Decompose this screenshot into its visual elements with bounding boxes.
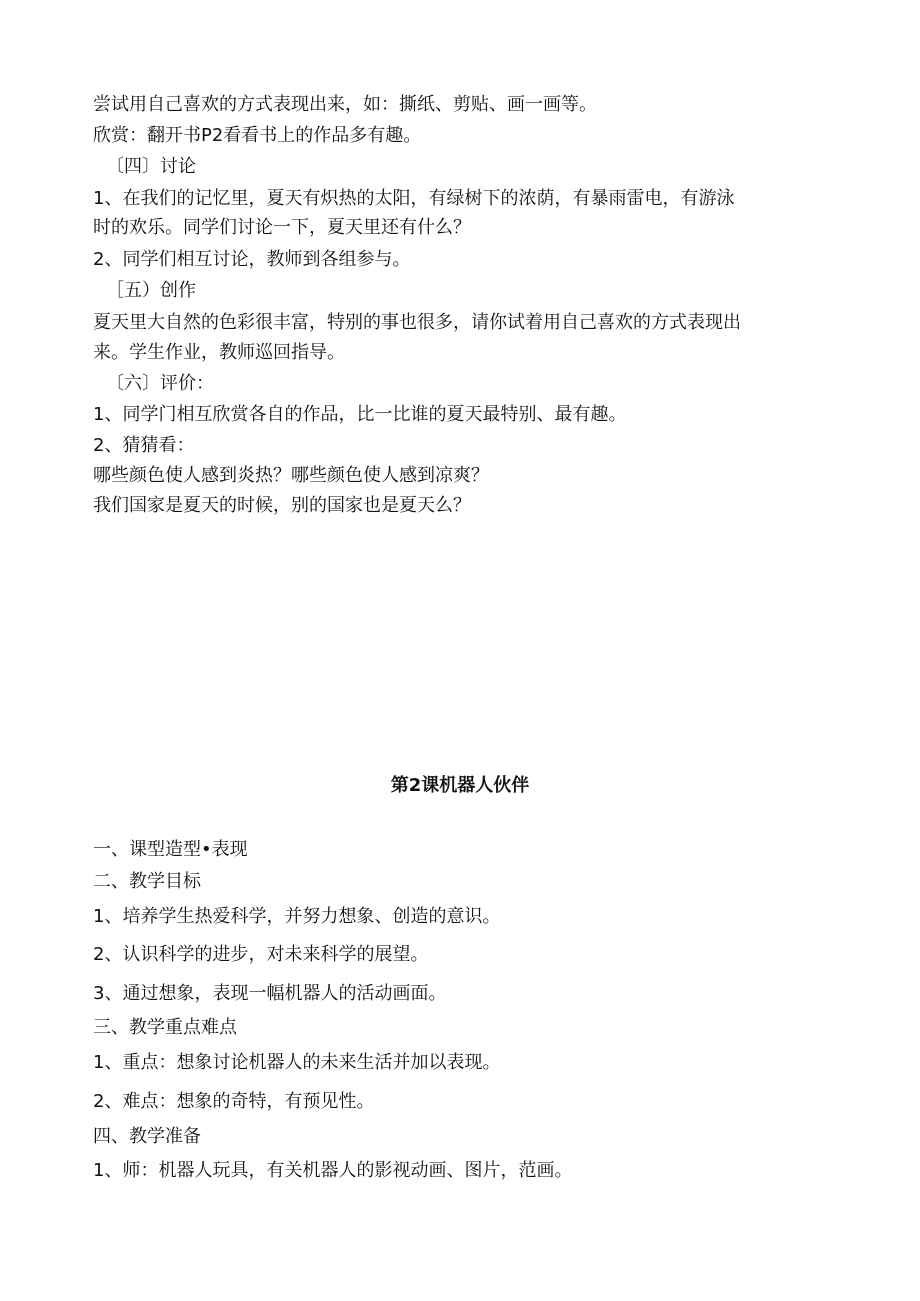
text-line: 2、同学们相互讨论，教师到各组参与。 [93,249,411,270]
text-line: 尝试用自己喜欢的方式表现出来，如：撕纸、剪贴、画一画等。 [93,94,597,115]
text-line: 时的欢乐。同学们讨论一下，夏天里还有什么？ [93,217,471,238]
text-line: 1、培养学生热爱科学，并努力想象、创造的意识。 [93,906,501,927]
text-line: 1、在我们的记忆里，夏天有炽热的太阳，有绿树下的浓荫，有暴雨雷电，有游泳 [93,188,735,209]
text-line: 欣赏：翻开书P2看看书上的作品多有趣。 [93,125,422,146]
text-line: 2、认识科学的进步，对未来科学的展望。 [93,944,429,965]
section-heading: 〔六〕评价： [106,373,214,394]
text-line: 2、难点：想象的奇特，有预见性。 [93,1091,375,1112]
text-line: 二、教学目标 [93,871,201,892]
text-line: 1、同学门相互欣赏各自的作品，比一比谁的夏天最特别、最有趣。 [93,404,627,425]
lesson-title: 第2课机器人伙伴 [390,775,530,796]
text-line: 2、猜猜看： [93,435,195,456]
text-line: 我们国家是夏天的时候，别的国家也是夏天么？ [93,495,471,516]
text-line: 四、教学准备 [93,1126,201,1147]
text-line: 三、教学重点难点 [93,1017,237,1038]
text-line: 哪些颜色使人感到炎热？哪些颜色使人感到凉爽？ [93,465,489,486]
section-heading: 〔四〕讨论 [106,156,196,177]
text-line: 来。学生作业，教师巡回指导。 [93,342,345,363]
text-line: 一、课型造型•表现 [93,839,248,860]
text-line: 1、师：机器人玩具，有关机器人的影视动画、图片，范画。 [93,1160,573,1181]
text-line: 夏天里大自然的色彩很丰富，特别的事也很多，请你试着用自己喜欢的方式表现出 [93,312,741,333]
section-heading: ［五）创作 [106,280,196,301]
text-line: 1、重点：想象讨论机器人的未来生活并加以表现。 [93,1052,501,1073]
text-line: 3、通过想象，表现一幅机器人的活动画面。 [93,983,447,1004]
